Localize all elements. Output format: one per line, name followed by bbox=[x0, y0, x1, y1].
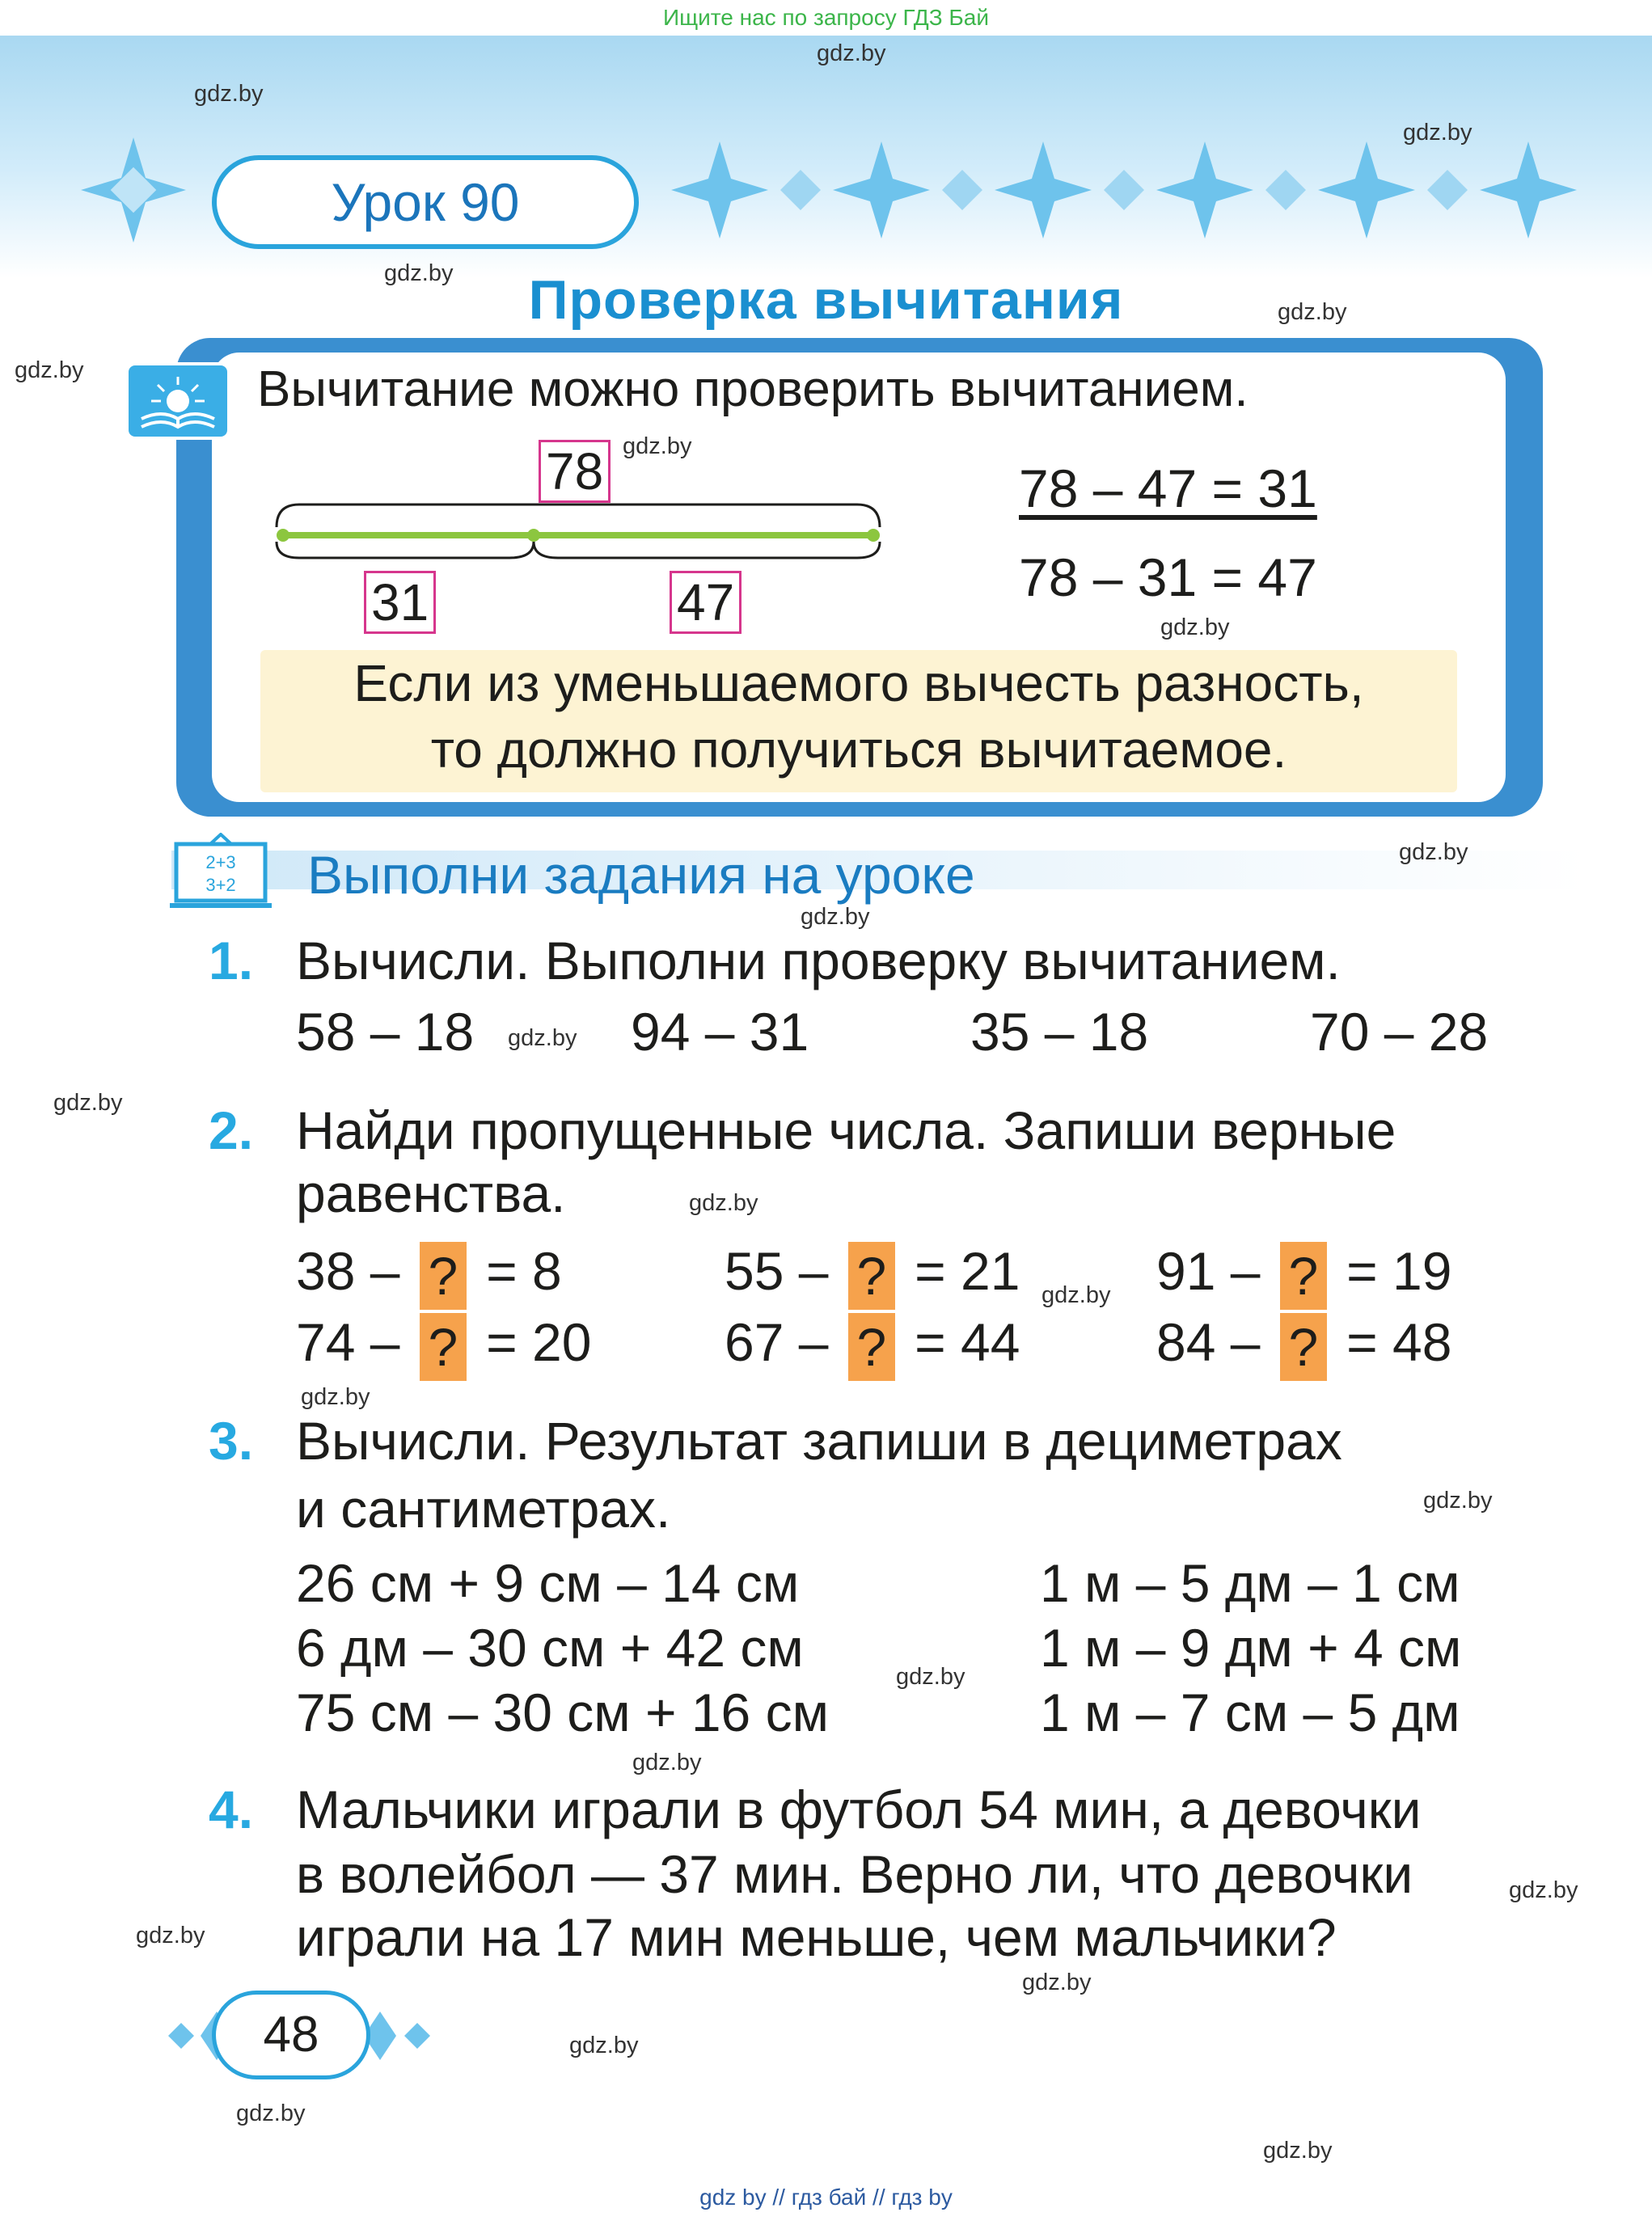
section-title: Выполни задания на уроке bbox=[307, 845, 975, 905]
watermark: gdz.by bbox=[1278, 299, 1347, 325]
rule-heading: Вычитание можно проверить вычитанием. bbox=[257, 361, 1249, 417]
board-icon-line1: 2+3 bbox=[205, 852, 236, 872]
watermark: gdz.by bbox=[1041, 1282, 1111, 1308]
task-number: 2. bbox=[209, 1100, 254, 1160]
watermark: gdz.by bbox=[623, 433, 692, 459]
watermark: gdz.by bbox=[1399, 839, 1468, 865]
equation-with-gap: 91 – ? = 19 bbox=[1156, 1240, 1451, 1310]
watermark: gdz.by bbox=[1403, 120, 1472, 146]
task-number: 4. bbox=[209, 1780, 254, 1839]
equation-with-gap: 84 – ? = 48 bbox=[1156, 1311, 1451, 1381]
expression: 35 – 18 bbox=[970, 1002, 1149, 1062]
expression: 1 м – 7 см – 5 дм bbox=[1040, 1682, 1460, 1742]
watermark: gdz.by bbox=[53, 1090, 123, 1116]
lesson-number-badge: Урок 90 bbox=[212, 155, 639, 249]
part-box-2: 47 bbox=[670, 571, 741, 634]
watermark: gdz.by bbox=[1263, 2138, 1333, 2164]
watermark: gdz.by bbox=[817, 40, 886, 66]
expression: 75 см – 30 см + 16 см bbox=[296, 1682, 829, 1742]
watermark: gdz.by bbox=[508, 1025, 577, 1051]
expression: 70 – 28 bbox=[1310, 1002, 1489, 1062]
watermark: gdz.by bbox=[569, 2033, 639, 2058]
task-4-text-line3: играли на 17 мин меньше, чем мальчики? bbox=[296, 1907, 1337, 1967]
watermark: gdz.by bbox=[632, 1750, 702, 1775]
missing-number-box[interactable]: ? bbox=[1280, 1242, 1327, 1310]
ornament-band-icon bbox=[671, 141, 1585, 239]
equation-with-gap: 38 – ? = 8 bbox=[296, 1240, 562, 1310]
expression: 1 м – 5 дм – 1 см bbox=[1040, 1553, 1460, 1613]
top-banner[interactable]: Ищите нас по запросу ГДЗ Бай bbox=[662, 5, 990, 30]
equation-with-gap: 55 – ? = 21 bbox=[725, 1240, 1020, 1310]
expression: 94 – 31 bbox=[631, 1002, 809, 1062]
task-number: 3. bbox=[209, 1411, 254, 1471]
whole-number-box: 78 bbox=[539, 440, 611, 503]
part-box-1: 31 bbox=[364, 571, 436, 634]
page-title: Проверка вычитания bbox=[528, 269, 1124, 331]
expression: 6 дм – 30 см + 42 см bbox=[296, 1618, 804, 1678]
segment-diagram bbox=[267, 495, 889, 568]
watermark: gdz.by bbox=[384, 260, 454, 286]
page-number: 48 bbox=[212, 1991, 370, 2079]
task-3-text-line2: и сантиметрах. bbox=[296, 1479, 671, 1539]
task-2-text-line1: Найди пропущенные числа. Запиши верные bbox=[296, 1100, 1396, 1160]
watermark: gdz.by bbox=[1022, 1970, 1092, 1995]
task-1-text: Вычисли. Выполни проверку вычитанием. bbox=[296, 931, 1341, 990]
missing-number-box[interactable]: ? bbox=[420, 1313, 467, 1381]
task-number: 1. bbox=[209, 931, 254, 990]
watermark: gdz.by bbox=[896, 1664, 965, 1690]
check-equation-1: 78 – 47 = 31 bbox=[1019, 458, 1317, 518]
expression: 26 см + 9 см – 14 см bbox=[296, 1553, 800, 1613]
footer-links[interactable]: gdz by // гдз бай // гдз by bbox=[699, 2185, 953, 2210]
watermark: gdz.by bbox=[136, 1923, 205, 1948]
book-icon bbox=[125, 362, 230, 440]
ornament-icon bbox=[81, 137, 186, 243]
equation-with-gap: 74 – ? = 20 bbox=[296, 1311, 591, 1381]
task-3-text-line1: Вычисли. Результат запиши в дециметрах bbox=[296, 1411, 1342, 1471]
watermark: gdz.by bbox=[194, 81, 264, 107]
expression: 1 м – 9 дм + 4 см bbox=[1040, 1618, 1462, 1678]
equation-with-gap: 67 – ? = 44 bbox=[725, 1311, 1020, 1381]
missing-number-box[interactable]: ? bbox=[420, 1242, 467, 1310]
watermark: gdz.by bbox=[1160, 614, 1230, 640]
board-icon-line2: 3+2 bbox=[205, 875, 236, 895]
watermark: gdz.by bbox=[801, 904, 870, 930]
task-2-text-line2: равенства. bbox=[296, 1163, 566, 1223]
watermark: gdz.by bbox=[15, 357, 84, 383]
watermark: gdz.by bbox=[236, 2100, 306, 2126]
rule-highlight-line2: то должно получиться вычитаемое. bbox=[430, 720, 1287, 779]
task-4-text-line1: Мальчики играли в футбол 54 мин, а девочки bbox=[296, 1780, 1422, 1839]
rule-highlight-line1: Если из уменьшаемого вычесть разность, bbox=[353, 654, 1364, 712]
missing-number-box[interactable]: ? bbox=[848, 1313, 895, 1381]
watermark: gdz.by bbox=[689, 1190, 758, 1216]
missing-number-box[interactable]: ? bbox=[848, 1242, 895, 1310]
watermark: gdz.by bbox=[301, 1384, 370, 1410]
task-4-text-line2: в волейбол — 37 мин. Верно ли, что девочки bbox=[296, 1844, 1413, 1904]
board-icon bbox=[170, 833, 272, 914]
watermark: gdz.by bbox=[1509, 1877, 1578, 1903]
watermark: gdz.by bbox=[1423, 1488, 1493, 1514]
missing-number-box[interactable]: ? bbox=[1280, 1313, 1327, 1381]
check-equation-2: 78 – 31 = 47 bbox=[1019, 547, 1317, 607]
expression: 58 – 18 bbox=[296, 1002, 475, 1062]
